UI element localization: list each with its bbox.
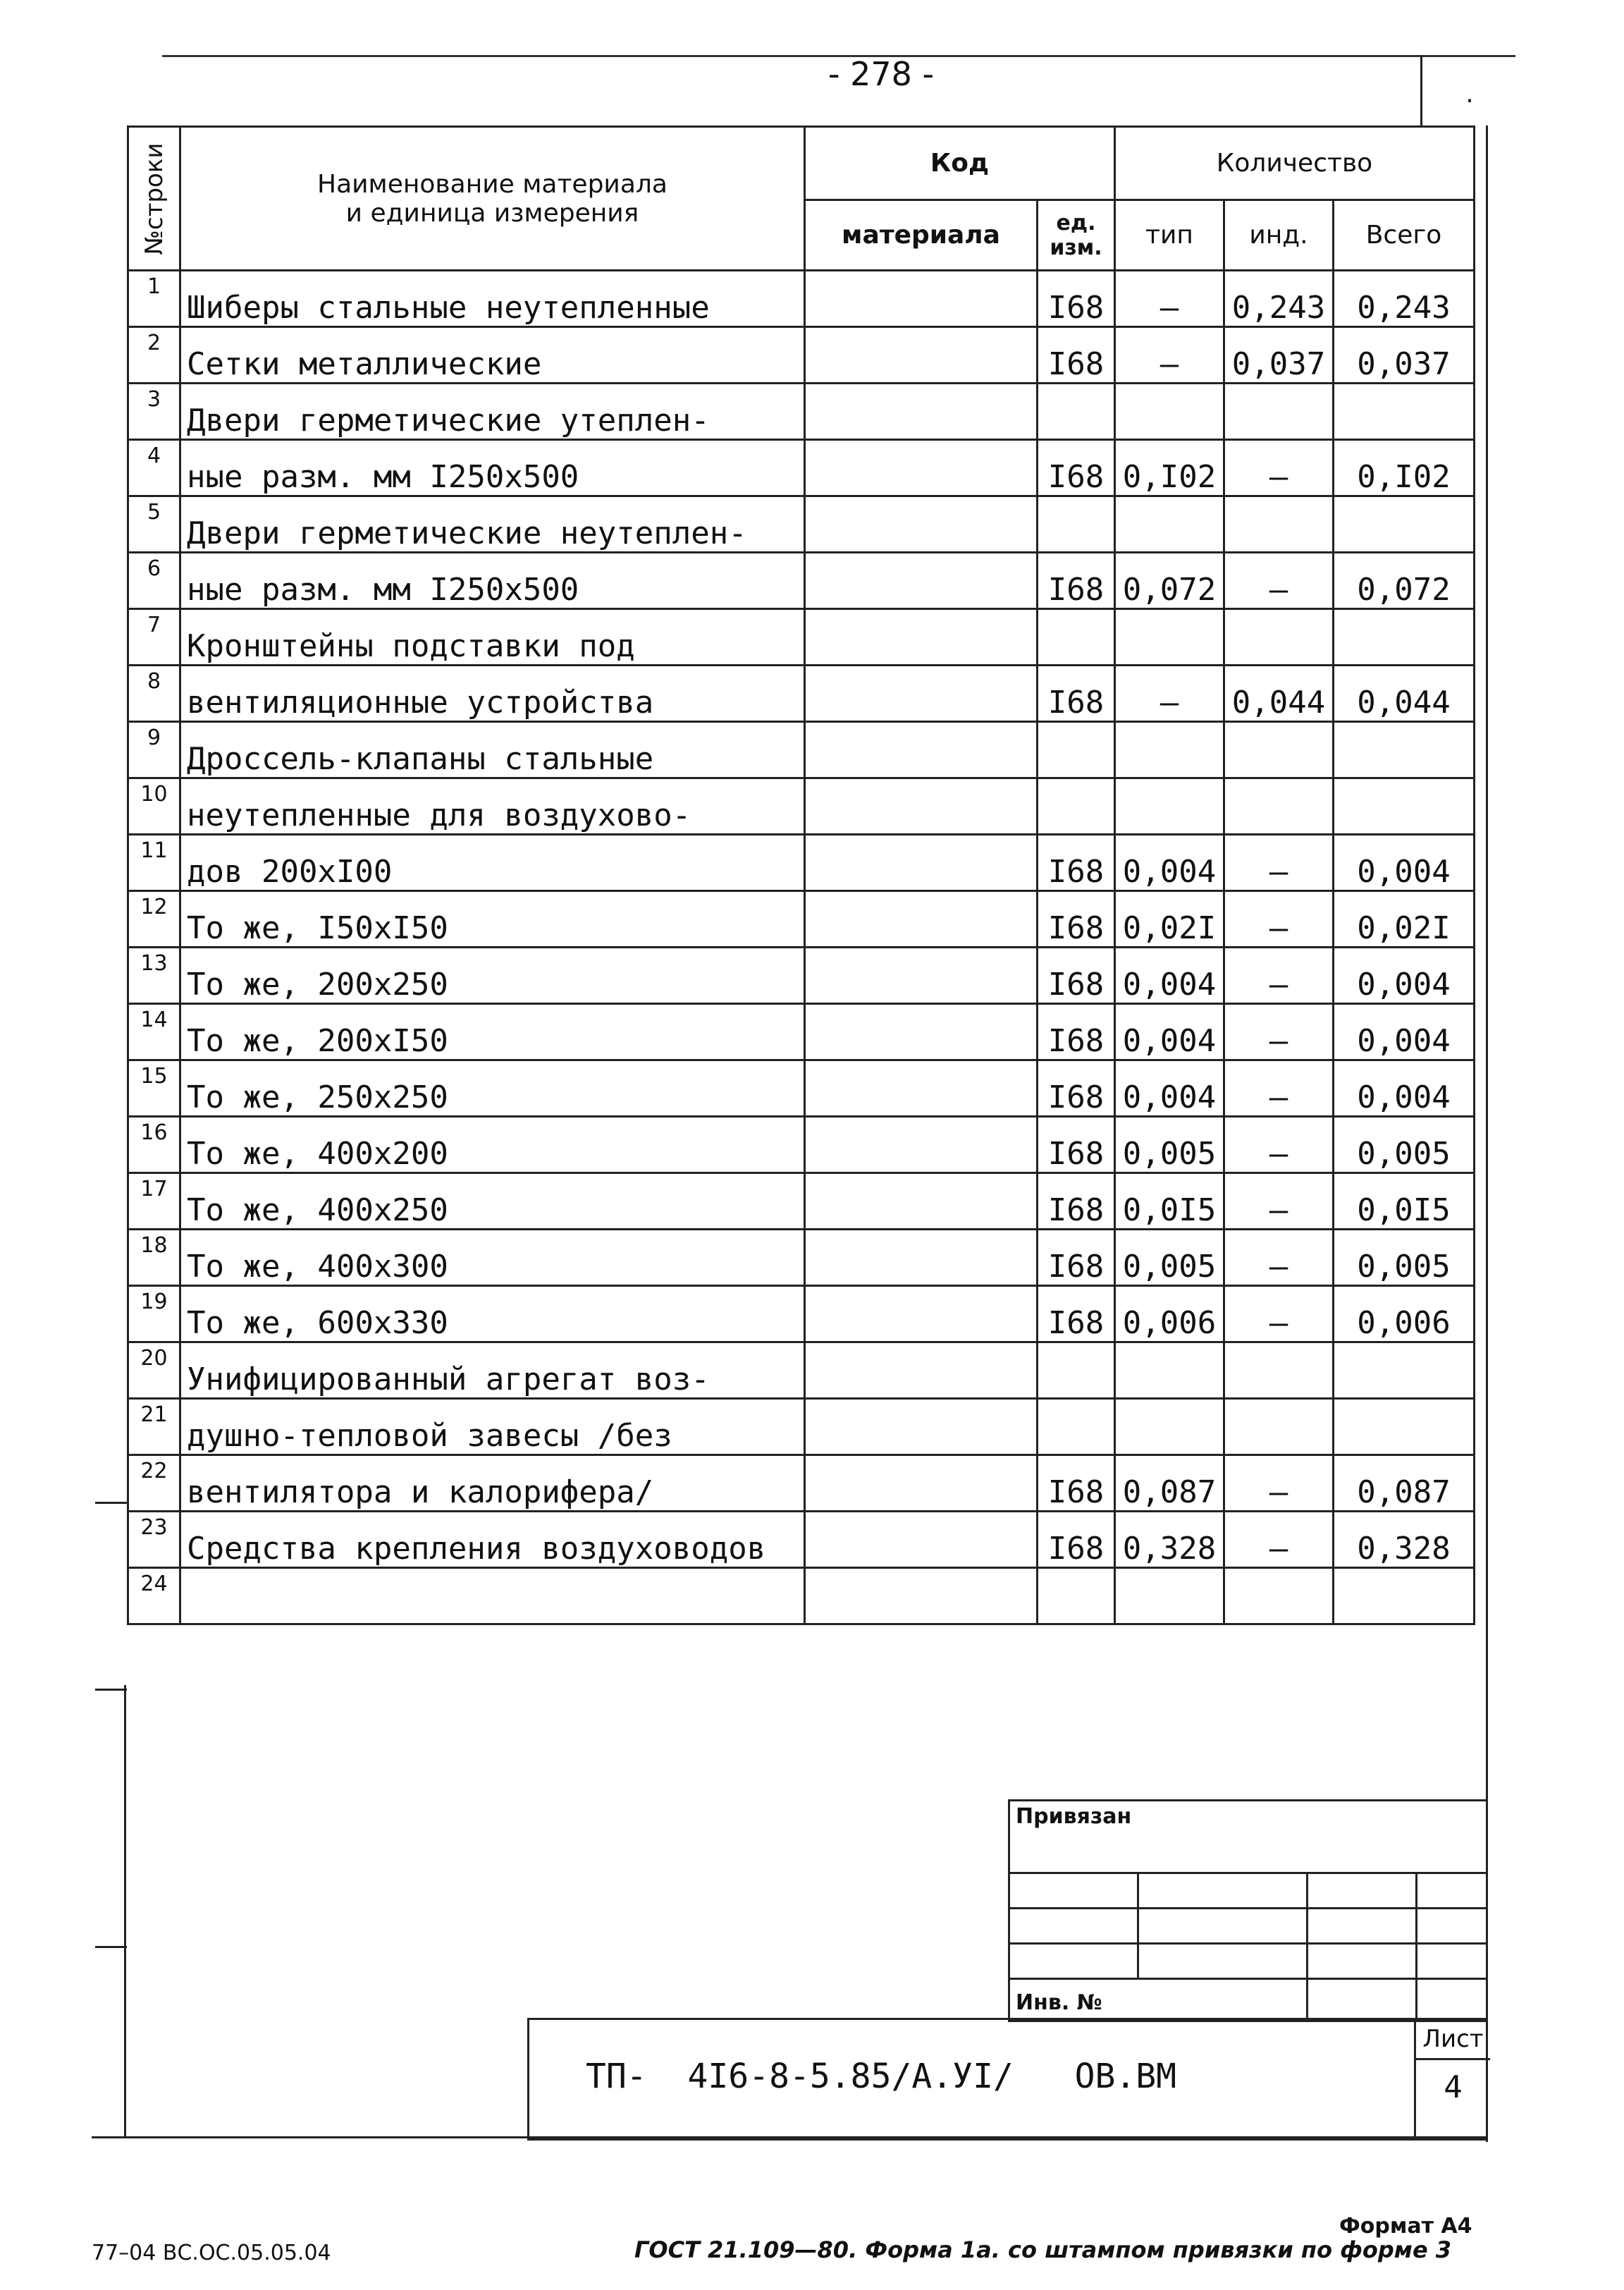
material-code — [805, 1004, 1038, 1060]
table-row — [128, 1512, 1475, 1568]
unit-code: I68 — [1038, 1173, 1115, 1230]
table-row — [128, 835, 1475, 891]
row-number-header: №строки — [128, 127, 180, 271]
name-header-line2: и единица измерения — [345, 198, 639, 228]
total-quantity: 0,087 — [1334, 1455, 1475, 1512]
unit-code: I68 — [1038, 891, 1115, 948]
unit-code: I68 — [1038, 666, 1115, 722]
unit-code: I68 — [1038, 1004, 1115, 1060]
material-name: Унифицированный агрегат воз- — [180, 1342, 805, 1399]
row-number: 4 — [128, 440, 180, 496]
material-name: вентиляционные устройства — [180, 666, 805, 722]
individual-header: инд. — [1224, 200, 1334, 271]
material-name: То же, 600х330 — [180, 1286, 805, 1342]
row-number: 6 — [128, 553, 180, 609]
material-name: Двери герметические неутеплен- — [180, 496, 805, 553]
material-code — [805, 891, 1038, 948]
individual-quantity — [1224, 496, 1334, 553]
individual-quantity: – — [1224, 891, 1334, 948]
table-row — [128, 1455, 1475, 1512]
type-quantity — [1115, 609, 1224, 666]
type-quantity: 0,004 — [1115, 835, 1224, 891]
unit-code — [1038, 384, 1115, 440]
table-row — [128, 1060, 1475, 1117]
table-row — [128, 948, 1475, 1004]
row-number: 19 — [128, 1286, 180, 1342]
row-number: 14 — [128, 1004, 180, 1060]
individual-quantity: – — [1224, 1060, 1334, 1117]
material-name — [180, 1568, 805, 1624]
type-quantity: 0,I02 — [1115, 440, 1224, 496]
material-code — [805, 1512, 1038, 1568]
stamp-line — [1415, 1872, 1417, 2020]
individual-quantity — [1224, 722, 1334, 778]
type-quantity — [1115, 1399, 1224, 1455]
individual-quantity: 0,243 — [1224, 271, 1334, 327]
material-code — [805, 1286, 1038, 1342]
specification-table — [127, 125, 1475, 1625]
material-name: Средства крепления воздуховодов — [180, 1512, 805, 1568]
table-row — [128, 327, 1475, 384]
individual-quantity: 0,044 — [1224, 666, 1334, 722]
format-label: Формат А4 — [1339, 2214, 1472, 2239]
material-code-header: материала — [805, 200, 1038, 271]
total-quantity: 0,004 — [1334, 1060, 1475, 1117]
table-row — [128, 1230, 1475, 1286]
unit-code: I68 — [1038, 1455, 1115, 1512]
individual-quantity — [1224, 384, 1334, 440]
type-quantity: 0,004 — [1115, 1060, 1224, 1117]
side-tick — [95, 1502, 127, 1504]
material-code — [805, 835, 1038, 891]
top-right-box — [1420, 55, 1521, 125]
type-quantity — [1115, 1342, 1224, 1399]
material-name: То же, 200х250 — [180, 948, 805, 1004]
stamp-line — [1137, 1872, 1139, 1978]
material-code — [805, 553, 1038, 609]
bound-label: Привязан — [1016, 1804, 1132, 1829]
total-quantity: 0,072 — [1334, 553, 1475, 609]
material-code — [805, 609, 1038, 666]
material-name: Шиберы стальные неутепленные — [180, 271, 805, 327]
material-code — [805, 496, 1038, 553]
table-row — [128, 666, 1475, 722]
unit-code-header: ед. изм. — [1038, 200, 1115, 271]
row-number: 9 — [128, 722, 180, 778]
unit-code — [1038, 1399, 1115, 1455]
table-row — [128, 1004, 1475, 1060]
material-name: ные разм. мм I250х500 — [180, 440, 805, 496]
sheet-label: Лист — [1416, 2020, 1490, 2060]
individual-quantity: – — [1224, 1455, 1334, 1512]
type-quantity: 0,0I5 — [1115, 1173, 1224, 1230]
unit-code: I68 — [1038, 1117, 1115, 1173]
row-number: 8 — [128, 666, 180, 722]
type-quantity — [1115, 778, 1224, 835]
type-quantity: – — [1115, 666, 1224, 722]
table-row — [128, 384, 1475, 440]
material-name: Двери герметические утеплен- — [180, 384, 805, 440]
unit-code: I68 — [1038, 1512, 1115, 1568]
table-row — [128, 496, 1475, 553]
row-number: 7 — [128, 609, 180, 666]
row-number: 20 — [128, 1342, 180, 1399]
row-number: 24 — [128, 1568, 180, 1624]
total-quantity: 0,006 — [1334, 1286, 1475, 1342]
total-quantity: 0,004 — [1334, 948, 1475, 1004]
total-quantity: 0,328 — [1334, 1512, 1475, 1568]
total-quantity — [1334, 496, 1475, 553]
footer-code: 77–04 ВС.ОС.05.05.04 — [92, 2241, 331, 2265]
material-code — [805, 1455, 1038, 1512]
unit-code: I68 — [1038, 1286, 1115, 1342]
material-name: Дроссель-клапаны стальные — [180, 722, 805, 778]
material-name: Сетки металлические — [180, 327, 805, 384]
type-header: тип — [1115, 200, 1224, 271]
frame-left-line — [124, 1685, 126, 2136]
table-row — [128, 1117, 1475, 1173]
material-name: ные разм. мм I250х500 — [180, 553, 805, 609]
material-code — [805, 1568, 1038, 1624]
sheet-number: 4 — [1444, 2069, 1463, 2105]
unit-code: I68 — [1038, 271, 1115, 327]
unit-code: I68 — [1038, 948, 1115, 1004]
material-name: То же, 400х200 — [180, 1117, 805, 1173]
type-quantity: 0,005 — [1115, 1230, 1224, 1286]
total-quantity — [1334, 1568, 1475, 1624]
name-header-line1: Наименование материала — [317, 169, 668, 199]
row-number: 22 — [128, 1455, 180, 1512]
table-row — [128, 440, 1475, 496]
table-row — [128, 609, 1475, 666]
material-name: То же, 400х300 — [180, 1230, 805, 1286]
table-row — [128, 553, 1475, 609]
gost-reference: ГОСТ 21.109—80. Форма 1а. со штампом привязки по форме 3 — [634, 2236, 1452, 2263]
individual-quantity — [1224, 1399, 1334, 1455]
total-quantity: 0,037 — [1334, 327, 1475, 384]
individual-quantity: – — [1224, 440, 1334, 496]
code-header: Код — [805, 127, 1115, 200]
type-quantity — [1115, 384, 1224, 440]
type-quantity — [1115, 722, 1224, 778]
individual-quantity: – — [1224, 835, 1334, 891]
total-quantity: 0,005 — [1334, 1230, 1475, 1286]
total-quantity — [1334, 609, 1475, 666]
type-quantity: 0,005 — [1115, 1117, 1224, 1173]
material-name: То же, 400х250 — [180, 1173, 805, 1230]
row-number: 17 — [128, 1173, 180, 1230]
row-number: 13 — [128, 948, 180, 1004]
total-quantity: 0,005 — [1334, 1117, 1475, 1173]
type-quantity — [1115, 1568, 1224, 1624]
individual-quantity: – — [1224, 948, 1334, 1004]
total-quantity — [1334, 778, 1475, 835]
stamp-line — [1306, 1872, 1308, 2020]
type-quantity — [1115, 496, 1224, 553]
row-number: 21 — [128, 1399, 180, 1455]
type-quantity: 0,004 — [1115, 1004, 1224, 1060]
row-number: 16 — [128, 1117, 180, 1173]
table-row — [128, 1286, 1475, 1342]
table-row — [128, 891, 1475, 948]
table-row — [128, 778, 1475, 835]
row-number: 5 — [128, 496, 180, 553]
material-code — [805, 1399, 1038, 1455]
individual-quantity: – — [1224, 1173, 1334, 1230]
row-number: 15 — [128, 1060, 180, 1117]
material-code — [805, 440, 1038, 496]
material-name: То же, 250х250 — [180, 1060, 805, 1117]
material-code — [805, 1230, 1038, 1286]
table-row — [128, 271, 1475, 327]
individual-quantity: 0,037 — [1224, 327, 1334, 384]
total-quantity: 0,044 — [1334, 666, 1475, 722]
material-name: То же, 200хI50 — [180, 1004, 805, 1060]
total-quantity — [1334, 1342, 1475, 1399]
row-number: 10 — [128, 778, 180, 835]
individual-quantity — [1224, 1342, 1334, 1399]
individual-quantity: – — [1224, 1286, 1334, 1342]
total-quantity: 0,0I5 — [1334, 1173, 1475, 1230]
total-header: Всего — [1334, 200, 1475, 271]
material-code — [805, 1342, 1038, 1399]
material-code — [805, 271, 1038, 327]
total-quantity — [1334, 1399, 1475, 1455]
material-code — [805, 948, 1038, 1004]
side-tick — [95, 1946, 127, 1948]
type-quantity: – — [1115, 271, 1224, 327]
total-quantity — [1334, 722, 1475, 778]
material-name: вентилятора и калорифера/ — [180, 1455, 805, 1512]
individual-quantity: – — [1224, 1117, 1334, 1173]
type-quantity: 0,328 — [1115, 1512, 1224, 1568]
row-number: 1 — [128, 271, 180, 327]
material-code — [805, 778, 1038, 835]
row-number: 12 — [128, 891, 180, 948]
binding-stamp — [1008, 1799, 1488, 2022]
type-quantity: 0,087 — [1115, 1455, 1224, 1512]
individual-quantity — [1224, 778, 1334, 835]
total-quantity — [1334, 384, 1475, 440]
table-row — [128, 722, 1475, 778]
unit-code — [1038, 496, 1115, 553]
sheet-box — [1414, 2020, 1490, 2138]
material-code — [805, 722, 1038, 778]
side-tick — [95, 1689, 127, 1691]
individual-quantity: – — [1224, 1512, 1334, 1568]
type-quantity: 0,072 — [1115, 553, 1224, 609]
material-code — [805, 666, 1038, 722]
individual-quantity: – — [1224, 1230, 1334, 1286]
page-number: - 278 - — [828, 55, 935, 93]
row-number: 11 — [128, 835, 180, 891]
material-code — [805, 327, 1038, 384]
material-code — [805, 1117, 1038, 1173]
unit-code: I68 — [1038, 1230, 1115, 1286]
type-quantity: 0,006 — [1115, 1286, 1224, 1342]
unit-code — [1038, 778, 1115, 835]
total-quantity: 0,004 — [1334, 835, 1475, 891]
table-row — [128, 1173, 1475, 1230]
material-code — [805, 384, 1038, 440]
quantity-header: Количество — [1115, 127, 1475, 200]
document-designation: ТП- 4I6-8-5.85/А.УI/ ОВ.ВМ — [586, 2057, 1177, 2096]
total-quantity: 0,243 — [1334, 271, 1475, 327]
total-quantity: 0,02I — [1334, 891, 1475, 948]
type-quantity: 0,004 — [1115, 948, 1224, 1004]
inventory-label: Инв. № — [1016, 1990, 1102, 2015]
title-block — [527, 2018, 1488, 2141]
table-row — [128, 1399, 1475, 1455]
material-name: Кронштейны подставки под — [180, 609, 805, 666]
type-quantity: – — [1115, 327, 1224, 384]
row-number: 3 — [128, 384, 180, 440]
material-code — [805, 1173, 1038, 1230]
unit-code: I68 — [1038, 1060, 1115, 1117]
individual-quantity: – — [1224, 1004, 1334, 1060]
name-header — [180, 127, 805, 271]
table-row — [128, 1342, 1475, 1399]
row-number: 23 — [128, 1512, 180, 1568]
total-quantity: 0,I02 — [1334, 440, 1475, 496]
type-quantity: 0,02I — [1115, 891, 1224, 948]
material-name: дов 200хI00 — [180, 835, 805, 891]
unit-code — [1038, 609, 1115, 666]
individual-quantity: – — [1224, 553, 1334, 609]
unit-code: I68 — [1038, 327, 1115, 384]
unit-code — [1038, 1568, 1115, 1624]
material-name: То же, I50хI50 — [180, 891, 805, 948]
individual-quantity — [1224, 1568, 1334, 1624]
material-name: неутепленные для воздухово- — [180, 778, 805, 835]
row-number: 2 — [128, 327, 180, 384]
row-number: 18 — [128, 1230, 180, 1286]
unit-code: I68 — [1038, 553, 1115, 609]
unit-code — [1038, 1342, 1115, 1399]
unit-code: I68 — [1038, 835, 1115, 891]
table-row — [128, 1568, 1475, 1624]
material-name: душно-тепловой завесы /без — [180, 1399, 805, 1455]
unit-code: I68 — [1038, 440, 1115, 496]
corner-mark: . — [1463, 83, 1477, 108]
individual-quantity — [1224, 609, 1334, 666]
total-quantity: 0,004 — [1334, 1004, 1475, 1060]
unit-code — [1038, 722, 1115, 778]
material-code — [805, 1060, 1038, 1117]
